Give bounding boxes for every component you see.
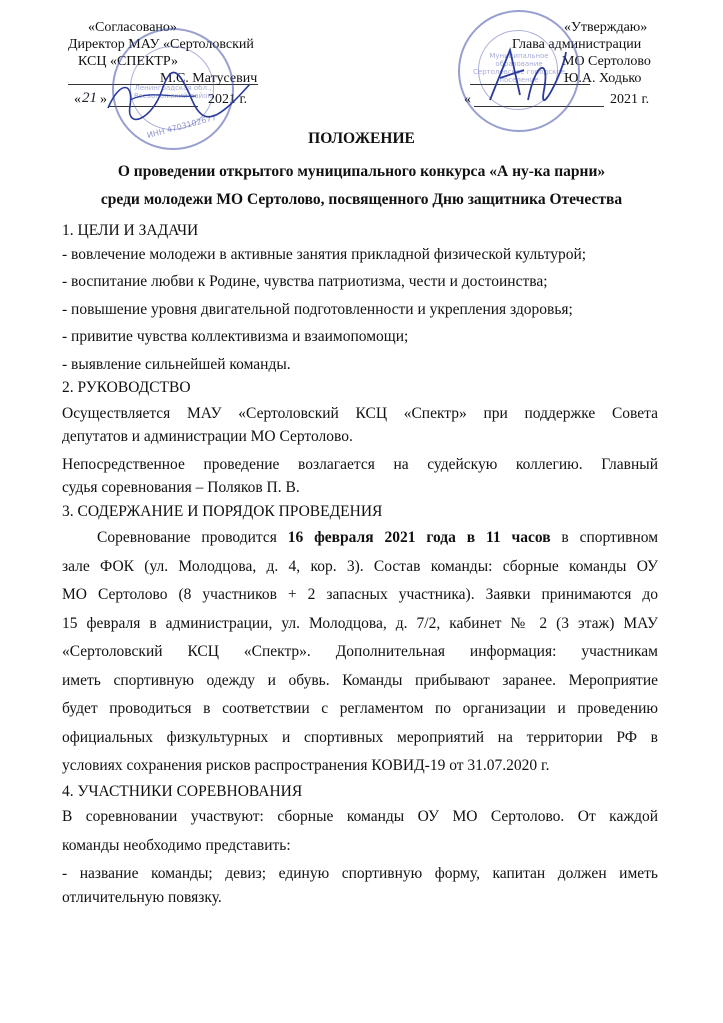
procedure-line: зале ФОК (ул. Молодцова, д. 4, кор. 3). Состав команды: сборные команды ОУ xyxy=(62,557,658,575)
section-1-title: 1. ЦЕЛИ И ЗАДАЧИ xyxy=(62,222,199,239)
agreed-label: «Согласовано» xyxy=(88,20,177,35)
signature-left xyxy=(100,60,260,130)
participants-line: команды необходимо представить: xyxy=(62,836,291,854)
stamp-right-text: Муниципальное образование Сертоловское городское поселение xyxy=(473,52,565,84)
stamp-left-inn: ИНН 4703102677 xyxy=(146,112,218,141)
head-org: МО Сертолово xyxy=(562,54,651,69)
goal-item: - вовлечение молодежи в активные занятия прикладной физической культурой; xyxy=(62,245,587,263)
leadership-line: Непосредственное проведение возлагается на судейскую коллегию. Главный xyxy=(62,455,658,473)
procedure-line: 15 февраля в администрации, ул. Молодцова, д. 7/2, кабинет № 2 (3 этаж) МАУ xyxy=(62,614,658,632)
goal-item: - воспитание любви к Родине, чувства патриотизма, чести и достоинства; xyxy=(62,273,548,290)
procedure-line: официальных физкультурных и спортивных мероприятий на территории РФ в xyxy=(62,728,658,746)
approved-label: «Утверждаю» xyxy=(564,20,648,35)
date-left-open: « xyxy=(74,92,81,107)
procedure-line: будет проводиться в соответствии с регламентом по организации и проведению xyxy=(62,700,658,717)
procedure-line-last: условиях сохранения рисков распространения КОВИД-19 от 31.07.2020 г. xyxy=(62,757,550,774)
section-4-title: 4. УЧАСТНИКИ СОРЕВНОВАНИЯ xyxy=(62,782,303,800)
document-body xyxy=(62,219,658,909)
procedure-line: «Сертоловский КСЦ «Спектр». Дополнительная информация: участникам xyxy=(62,643,658,660)
director-position: Директор МАУ «Сертоловский xyxy=(68,37,254,52)
date-left-day: 21 xyxy=(82,90,97,106)
leadership-line: Осуществляется МАУ «Сертоловский КСЦ «Спектр» при поддержке Совета xyxy=(62,404,658,422)
goal-item: - привитие чувства коллективизма и взаимопомощи; xyxy=(62,328,409,345)
goal-item: - выявление сильнейшей команды. xyxy=(62,355,291,373)
leadership-line: депутатов и администрации МО Сертолово. xyxy=(62,428,353,445)
date-right-open: « xyxy=(464,92,471,107)
title-line-1: О проведении открытого муниципального конкурса «А ну-ка парни» xyxy=(117,163,606,180)
procedure-text: Соревнование проводится xyxy=(97,529,288,546)
procedure-line: МО Сертолово (8 участников + 2 запасных участника). Заявки принимаются до xyxy=(62,586,658,603)
date-left-year: 2021 г. xyxy=(208,92,248,107)
head-name: Ю.А. Ходько xyxy=(564,71,642,86)
procedure-line: иметь спортивную одежду и обувь. Команды прибывают заранее. Мероприятие xyxy=(62,671,658,689)
director-name: М.С. Матусевич xyxy=(160,71,258,86)
participants-line: - название команды; девиз; единую спортивную форму, капитан должен иметь xyxy=(62,865,658,882)
document-heading: ПОЛОЖЕНИЕ xyxy=(308,130,415,147)
date-right-year: 2021 г. xyxy=(610,92,650,107)
leadership-line: судья соревнования – Поляков П. В. xyxy=(62,479,300,496)
signature-right xyxy=(480,40,570,110)
head-position: Глава администрации xyxy=(512,37,642,52)
participants-line: В соревновании участвуют: сборные команды ОУ МО Сертолово. От каждой xyxy=(62,808,658,825)
procedure-text: в спортивном xyxy=(550,529,658,546)
director-org: КСЦ «СПЕКТР» xyxy=(78,54,178,69)
event-date-time: 16 февраля 2021 года в 11 часов xyxy=(287,529,551,546)
section-3-title: 3. СОДЕРЖАНИЕ И ПОРЯДОК ПРОВЕДЕНИЯ xyxy=(62,502,383,520)
title-line-2: среди молодежи МО Сертолово, посвященного Дню защитника Отечества xyxy=(100,191,623,208)
participants-line: отличительную повязку. xyxy=(62,888,222,906)
procedure-line-first xyxy=(62,526,658,550)
stamp-left-region: Ленинградская обл., Всеволожский район xyxy=(134,84,212,100)
goal-item: - повышение уровня двигательной подготовленности и укрепления здоровья; xyxy=(62,300,573,318)
section-2-title: 2. РУКОВОДСТВО xyxy=(62,379,191,396)
date-left-close: » xyxy=(100,92,107,107)
